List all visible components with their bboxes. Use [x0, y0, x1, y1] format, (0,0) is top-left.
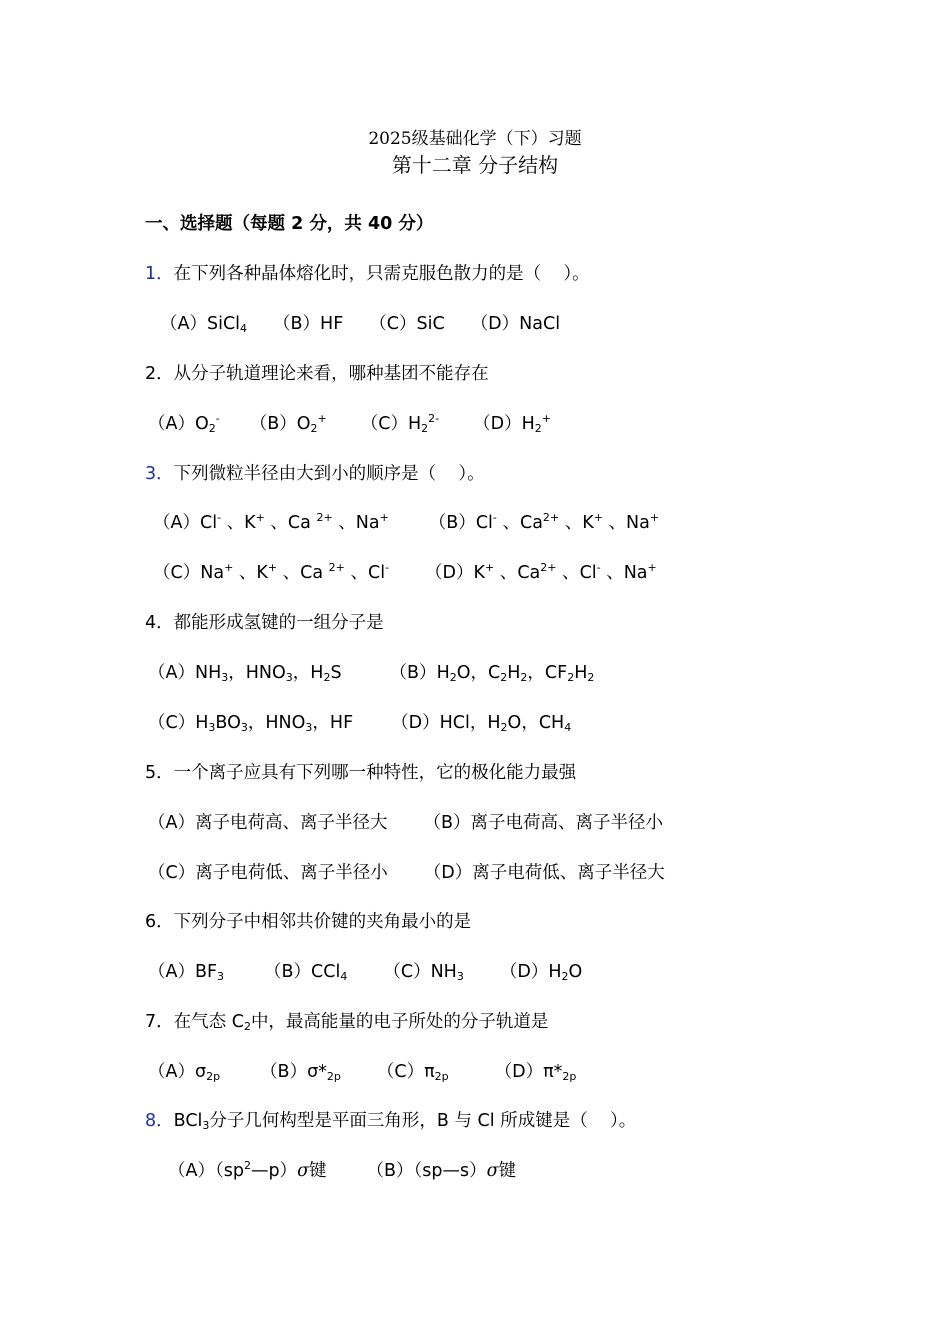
option-a: $(A)(sp^2—p)\sigma$键 [168, 1159, 327, 1181]
question-6-options [148, 960, 582, 984]
question-text: 在气态 $C_2$中，最高能量的电子所处的分子轨道是 [173, 1012, 549, 1033]
question-8 [145, 1109, 636, 1133]
option-c: $(C)NH_3$ [383, 962, 464, 983]
question-3-options-row1 [153, 511, 659, 535]
question-number: 6． [145, 912, 174, 932]
question-1 [145, 262, 590, 286]
question-1-options [160, 312, 560, 336]
option-a: $(A)NH_3$，$HNO_3$，$H_2S$ [148, 663, 342, 684]
option-c: $(C)\pi_{2p}$ [376, 1062, 449, 1083]
question-5 [145, 761, 576, 785]
question-number: 8． [145, 1111, 174, 1131]
question-text: 下列微粒半径由大到小的顺序是（ ）。 [173, 464, 485, 484]
option-d: （D）HCl，$H_2O$，$CH_4$ [391, 713, 572, 734]
question-text: 在下列各种晶体熔化时，只需克服色散力的是（ ）。 [173, 264, 590, 284]
question-number: 4． [145, 613, 174, 633]
question-text: 从分子轨道理论来看，哪种基团不能存在 [173, 364, 489, 384]
option-d: $(D)H_2O$ [499, 962, 583, 983]
option-b: $(B)\sigma*_{2p}$ [260, 1062, 341, 1083]
question-number: 1． [145, 264, 174, 284]
course-title: 2025级基础化学（下）习题 [368, 129, 582, 149]
option-d: $(D)\pi*_{2p}$ [494, 1062, 577, 1083]
question-number: 3． [145, 464, 174, 484]
option-b: （B）Cl- 、$Ca^{2+}$ 、K+ 、Na+ [428, 511, 660, 533]
option-b: $(B)O_2^+$ [249, 412, 327, 435]
question-4 [145, 611, 384, 635]
question-2-options [148, 412, 551, 436]
option-a: （A）离子电荷高、离子半径大 [148, 813, 388, 833]
question-4-options-row2 [148, 711, 571, 735]
option-c: （C）Na+ 、K+ 、Ca $^{2+}$ 、Cl- [153, 561, 390, 583]
question-4-options-row1 [148, 661, 594, 685]
option-b: （B）离子电荷高、离子半径小 [423, 813, 663, 833]
question-3 [145, 462, 485, 486]
question-5-options-row2 [148, 861, 665, 885]
option-b: （B）CCl$_4$ [264, 962, 348, 983]
question-number: 2． [145, 364, 174, 384]
option-a: $(A)O_2^-$ [148, 412, 220, 435]
question-8-options [168, 1159, 516, 1183]
chapter-title: 第十二章 分子结构 [391, 153, 559, 177]
question-text: BCl$_3$分子几何构型是平面三角形，B 与 Cl 所成键是（ ）。 [173, 1111, 637, 1132]
option-c: （C）离子电荷低、离子半径小 [148, 863, 388, 883]
question-6 [145, 910, 471, 934]
section-heading: 一、选择题（每题 2 分，共 40 分） [145, 214, 434, 234]
question-5-options-row1 [148, 811, 663, 835]
option-b: （B）HF [273, 314, 344, 334]
question-number: 7． [145, 1012, 174, 1032]
question-7-options [148, 1060, 576, 1084]
option-a: $(A)BF_3$ [148, 962, 225, 983]
option-a: $(A)\sigma_{2p}$ [148, 1062, 221, 1083]
option-b: $(B)H_2O$，$C_2H_2$，$CF_2H_2$ [389, 663, 595, 684]
question-text: 都能形成氢键的一组分子是 [173, 613, 384, 633]
option-d: （D）离子电荷低、离子半径大 [423, 863, 665, 883]
option-c: $(C)H_2^{2-}$ [360, 412, 440, 435]
option-c: （C）SiC [369, 314, 445, 334]
question-number: 5． [145, 763, 174, 783]
question-2 [145, 362, 489, 386]
option-c: $(C)H_3BO_3$，$HNO_3$，HF [148, 713, 354, 734]
option-d: $(D)H_2^+$ [473, 412, 551, 435]
question-text: 一个离子应具有下列哪一种特性，它的极化能力最强 [173, 763, 577, 783]
question-text: 下列分子中相邻共价键的夹角最小的是 [173, 912, 472, 932]
option-b: （B）（sp—s）σ键 [366, 1161, 517, 1181]
question-3-options-row2 [153, 561, 657, 585]
option-a: （A）SiCl$_4$ [160, 314, 248, 335]
question-7 [145, 1010, 548, 1034]
option-d: （D）NaCl [470, 314, 561, 334]
option-d: （D）K+ 、$Ca^{2+}$ 、Cl- 、Na+ [425, 561, 657, 583]
option-a: （A）Cl- 、K+ 、Ca $^{2+}$ 、Na+ [153, 511, 389, 533]
